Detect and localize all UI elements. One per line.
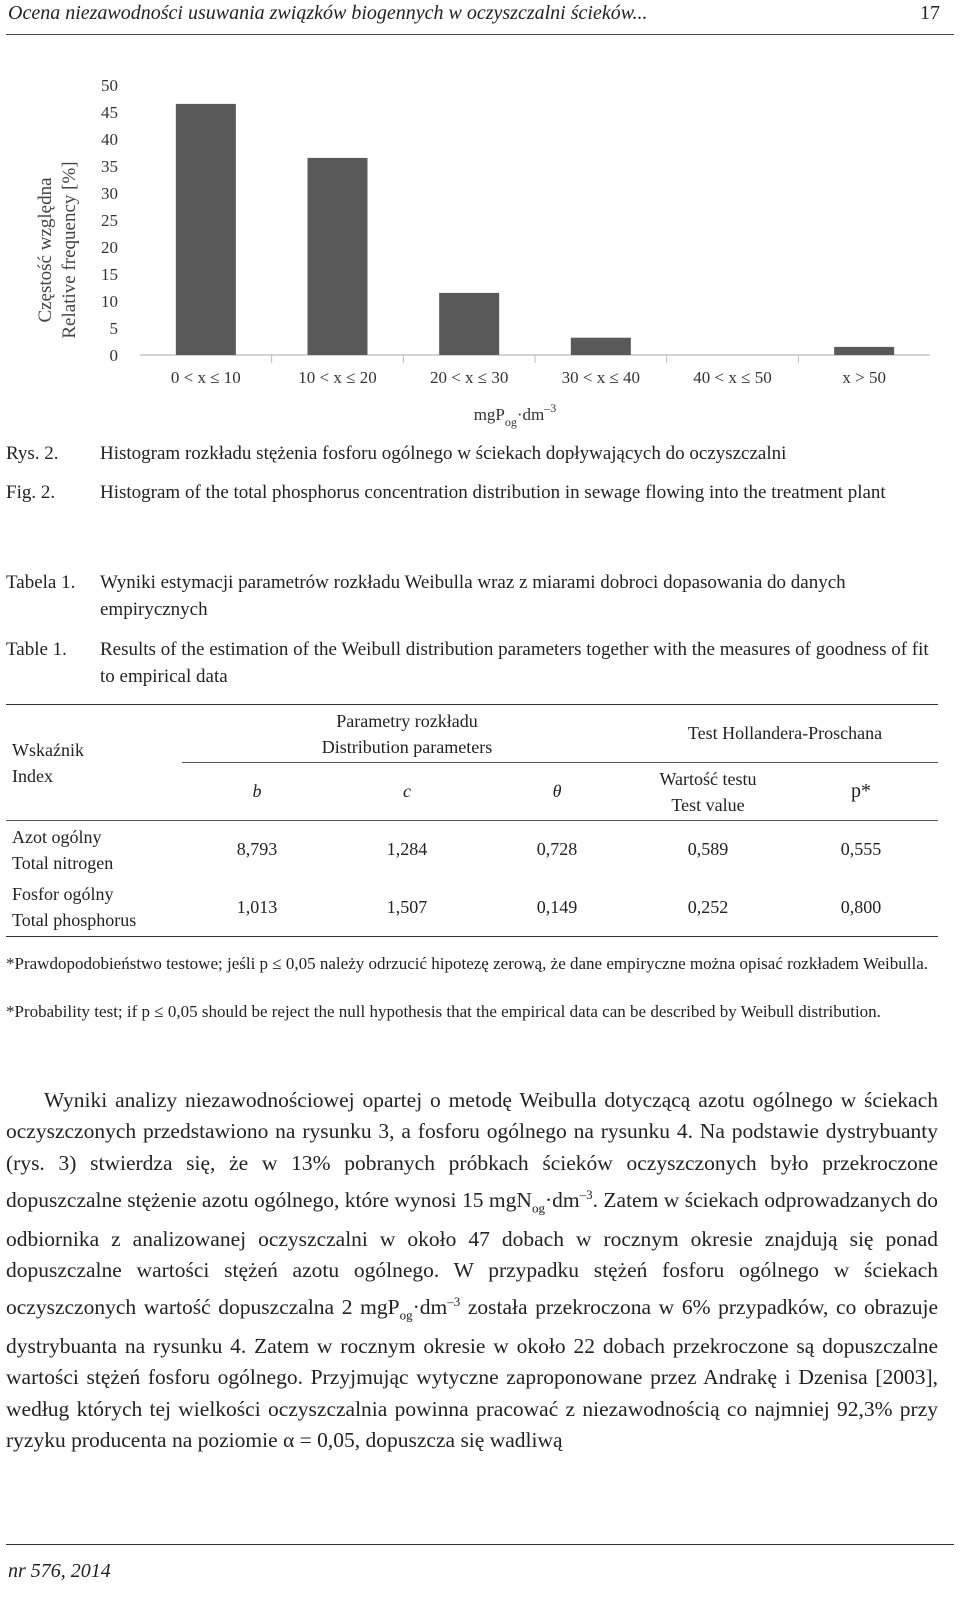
col-c: c — [403, 781, 411, 801]
test-header: Test Hollandera-Proschana — [687, 723, 883, 743]
y-tick-label: 10 — [101, 292, 118, 311]
table-row — [6, 821, 938, 879]
histogram-chart — [0, 60, 960, 435]
table-label-en: Table 1. — [6, 639, 67, 660]
row-name: Azot ogólny Total nitrogen — [12, 826, 114, 873]
table-caption-en: Results of the estimation of the Weibull distribution parameters together with the measures of goodness of fit to empirical data — [100, 639, 929, 687]
bar — [308, 158, 368, 355]
cell-test: 0,252 — [687, 896, 729, 917]
index-header: Wskaźnik Index — [12, 739, 84, 786]
x-tick-label: 10 < x ≤ 20 — [298, 368, 377, 387]
col-theta: θ — [552, 781, 562, 801]
bar — [439, 293, 499, 355]
body-paragraph: Wyniki analizy niezawodnościowej opartej o metodę Weibulla dotyczącą azotu ogólnego w ściekach oczyszczonych przedstawiono na rysunku 3, a fosforu ogólnego na rysunku 4. Na podstawie dystrybuanty (rys. 3) stwierdza się, że w 13% pobranych próbkach ścieków oczyszczonych było przekroczone dopuszczalne stężenie azotu ogólnego, które wynosi 15 $mgN_{og}\cdot dm^{-3}$. Zatem w ściekach odprowadzanych do odbiornika z analizowanej oczyszczalni w około 47 dobach w rocznym okresie znajdują się ponad dopuszczalne wartości stężeń azotu ogólnego. W przypadku stężeń fosforu ogólnego w ściekach oczyszczonych wartość dopuszczalna 2 $mgP_{og}\cdot dm^{-3}$ została przekroczona w 6% przypadków, co obrazuje dystrybuanta na rysunku 4. Zatem w rocznym okresie w około 22 dobach przekroczone są dopuszczalne wartości stężeń fosforu ogólnego. Przyjmując wytyczne zaproponowane przez Andrakę i Dzenisa [2003], według których tej wielkości oczyszczalnia powinna pracować z niezawodnością co najmniej 92,3% przy ryzyku producenta na poziomie α = 0,05, dopuszcza się wadliwą — [6, 1088, 939, 1452]
y-tick-label: 40 — [101, 130, 118, 149]
x-tick-label: 20 < x ≤ 30 — [429, 368, 509, 387]
x-tick-label: 40 < x ≤ 50 — [693, 368, 772, 387]
y-tick-label: 15 — [101, 265, 118, 284]
x-axis-label: $mgP_{og}\cdot dm^{-3}$ — [473, 401, 557, 429]
col-p: p* — [851, 780, 871, 802]
running-header-title: Ocena niezawodności usuwania związków biogennych w oczyszczalni ścieków... — [8, 2, 648, 24]
footnote-en: *Probability test; if p ≤ 0,05 should be reject the null hypothesis that the empirical data can be described by Weibull distribution. — [6, 1002, 881, 1021]
figure-label-en: Fig. 2. — [6, 482, 56, 503]
y-tick-label: 5 — [109, 319, 118, 338]
x-tick-label: 30 < x ≤ 40 — [561, 368, 641, 387]
y-axis-label-en: Relative frequency [%] — [59, 161, 80, 339]
y-tick-label: 25 — [101, 211, 118, 230]
figure-caption-en: Histogram of the total phosphorus concentration distribution in sewage flowing into the treatment plant — [100, 482, 886, 503]
figure-caption-pl: Histogram rozkładu stężenia fosforu ogólnego w ściekach dopływających do oczyszczalni — [100, 443, 787, 464]
footer-rule — [6, 1544, 954, 1545]
y-axis-label-pl: Częstość względna — [35, 177, 56, 323]
col-test-value: Wartość testu Test value — [659, 768, 757, 815]
cell-b: 8,793 — [236, 839, 278, 860]
cell-c: 1,507 — [386, 896, 428, 917]
bar — [176, 104, 236, 355]
y-tick-label: 35 — [101, 157, 118, 176]
cell-p: 0,800 — [840, 896, 882, 917]
y-tick-label: 45 — [101, 103, 118, 122]
footnote-pl: *Prawdopodobieństwo testowe; jeśli p ≤ 0,05 należy odrzucić hipotezę zerową, że dane empiryczne można opisać rozkładem Weibulla. — [6, 954, 929, 973]
y-tick-label: 20 — [101, 238, 118, 257]
page-number: 17 — [920, 2, 940, 24]
cell-b: 1,013 — [236, 896, 278, 917]
col-b: b — [252, 781, 262, 801]
params-header: Parametry rozkładu Distribution parameters — [321, 710, 493, 757]
y-tick-label: 50 — [101, 76, 118, 95]
x-tick-label: 0 < x ≤ 10 — [170, 368, 241, 387]
table-row — [6, 879, 938, 937]
y-tick-label: 0 — [109, 346, 118, 365]
footer-text: nr 576, 2014 — [8, 1560, 111, 1582]
x-tick-label: x > 50 — [842, 368, 886, 387]
y-axis-label — [35, 161, 80, 338]
header-rule — [6, 34, 954, 35]
cell-test: 0,589 — [687, 839, 729, 860]
bar — [571, 338, 631, 355]
cell-p: 0,555 — [840, 839, 882, 860]
table-label-pl: Tabela 1. — [6, 572, 76, 593]
bar — [834, 347, 894, 355]
table-caption-pl: Wyniki estymacji parametrów rozkładu Weibulla wraz z miarami dobroci dopasowania do danych empirycznych — [100, 572, 846, 620]
y-tick-label: 30 — [101, 184, 118, 203]
results-table — [6, 704, 938, 937]
cell-theta: 0,728 — [536, 839, 578, 860]
cell-c: 1,284 — [386, 839, 428, 860]
figure-label-pl: Rys. 2. — [6, 443, 59, 464]
cell-theta: 0,149 — [536, 896, 578, 917]
row-name: Fosfor ogólny Total phosphorus — [12, 884, 137, 931]
